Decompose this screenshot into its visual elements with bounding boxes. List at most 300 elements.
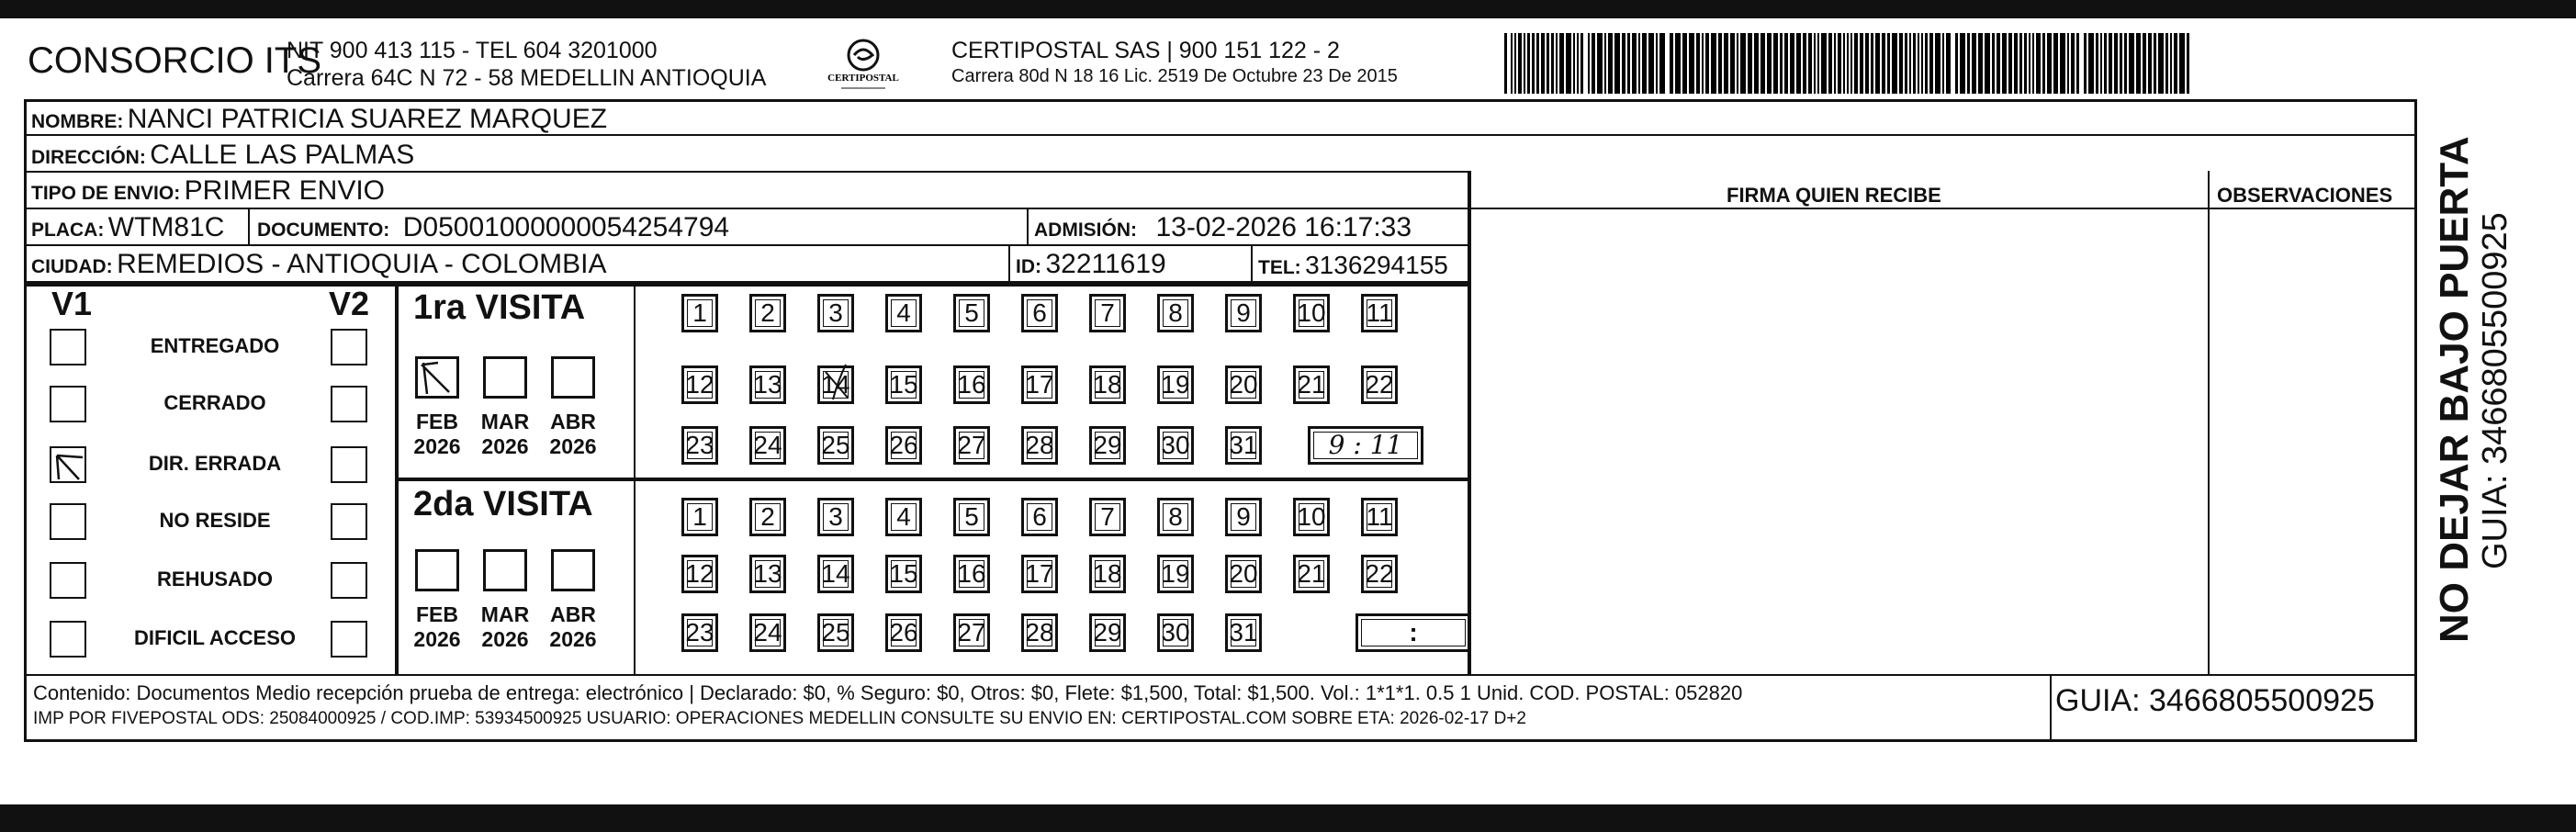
barcode-bar <box>1705 33 1709 94</box>
visit1-day-box[interactable] <box>749 426 786 465</box>
status-label: DIR. ERRADA <box>148 452 282 475</box>
visit2-day-box[interactable] <box>1089 498 1126 536</box>
visit2-day-box[interactable] <box>1089 555 1126 593</box>
row-divider <box>24 208 2417 209</box>
barcode-bar <box>1580 33 1583 94</box>
visit2-day-box[interactable] <box>885 613 922 652</box>
visit1-day-box[interactable] <box>1361 365 1398 404</box>
footer-print-info: IMP POR FIVEPOSTAL ODS: 25084000925 / COD.IMP: 53934500925 USUARIO: OPERACIONES MEDELLIN CONSULTE SU ENVIO EN: CERTIPOSTAL.COM SOBRE ETA: 2026-02-17 D+2 <box>33 709 1526 728</box>
barcode-bar <box>1773 33 1778 94</box>
barcode-bar <box>1972 33 1976 94</box>
day-number: 3 <box>828 298 843 327</box>
barcode-bar <box>1865 33 1869 94</box>
month-name: FEB <box>416 602 458 626</box>
barcode-bar <box>1834 33 1836 94</box>
visit1-day-box[interactable] <box>681 426 718 465</box>
barcode-bar <box>1718 33 1722 94</box>
visit1-day-box[interactable] <box>1089 365 1126 404</box>
nit-line: NIT 900 413 115 - TEL 604 3201000 <box>287 38 658 63</box>
barcode-bar <box>1942 33 1944 94</box>
barcode-bar <box>1967 33 1970 94</box>
barcode-bar <box>1504 33 1507 94</box>
barcode-bar <box>1817 33 1819 94</box>
visit2-day-box[interactable] <box>1089 613 1126 652</box>
v1-checkbox[interactable] <box>50 446 86 483</box>
barcode-bar <box>1760 33 1765 94</box>
visit2-day-box[interactable] <box>953 613 990 652</box>
company-address: Carrera 64C N 72 - 58 MEDELLIN ANTIOQUIA <box>287 65 767 91</box>
v1-checkbox[interactable] <box>50 562 86 599</box>
visit2-day-box[interactable] <box>749 498 786 536</box>
barcode-bar <box>2060 33 2065 94</box>
barcode-bar <box>1524 33 1525 94</box>
visit1-day-box[interactable] <box>681 294 718 332</box>
barcode-bar <box>2047 33 2052 94</box>
visit1-day-box[interactable] <box>1089 294 1126 332</box>
day-number: 6 <box>1032 298 1047 327</box>
visit2-day-box[interactable] <box>1021 498 1058 536</box>
day-number: 16 <box>957 370 986 399</box>
day-number: 8 <box>1168 502 1183 531</box>
barcode-bar <box>1547 33 1549 94</box>
barcode-bar <box>1985 33 1990 94</box>
visit2-day-box[interactable] <box>681 555 718 593</box>
day-number: 20 <box>1229 370 1258 399</box>
barcode-bar <box>1730 33 1735 94</box>
barcode-bar <box>1559 33 1564 94</box>
firma-column-left-border <box>1468 171 1471 674</box>
barcode-bar <box>1696 33 1700 94</box>
day-number: 12 <box>685 370 714 399</box>
barcode-bar <box>2174 33 2177 94</box>
day-number: 23 <box>685 431 714 459</box>
day-number: 7 <box>1100 298 1115 327</box>
visit2-day-box[interactable] <box>885 498 922 536</box>
barcode-bar <box>2002 33 2007 94</box>
visit1-day-box[interactable] <box>1157 294 1194 332</box>
visit1-day-box[interactable] <box>749 294 786 332</box>
footer-contents: Contenido: Documentos Medio recepción prueba de entrega: electrónico | Declarado: $0, % Seguro: $0, Otros: $0, Flete: $1,500, Total: $1,500. Vol.: 1*1*1. 0.5 1 Unid. COD. POSTAL: 052820 <box>33 681 1743 704</box>
day-number: 19 <box>1161 370 1190 399</box>
day-number: 18 <box>1093 559 1122 588</box>
row-divider <box>24 171 1469 173</box>
barcode-bar <box>2100 33 2102 94</box>
barcode-bar <box>1803 33 1806 94</box>
barcode-bar <box>1748 33 1752 94</box>
visit2-day-box[interactable] <box>681 498 718 536</box>
visit2-day-box[interactable] <box>953 555 990 593</box>
day-number: 31 <box>1229 618 1258 646</box>
certipostal-logo <box>827 33 900 97</box>
check-mark-icon <box>820 363 857 403</box>
visit2-day-box[interactable] <box>1361 555 1398 593</box>
barcode-bar <box>1656 33 1658 94</box>
v2-checkbox[interactable] <box>331 386 367 422</box>
svg-text:CERTIPOSTAL: CERTIPOSTAL <box>827 73 899 84</box>
day-number: 23 <box>685 618 714 646</box>
barcode-bar <box>1929 33 1933 94</box>
barcode-bar <box>1724 33 1728 94</box>
visit1-day-box[interactable] <box>1225 426 1262 465</box>
ciudad-label: CIUDAD: <box>31 256 113 277</box>
visit2-month-label <box>544 602 602 652</box>
ciudad-field <box>31 249 607 280</box>
day-number: 30 <box>1161 431 1190 459</box>
day-number: 6 <box>1032 502 1047 531</box>
visit1-day-box[interactable] <box>953 294 990 332</box>
visit2-month-checkbox[interactable] <box>551 549 595 591</box>
visit2-day-box[interactable] <box>817 498 854 536</box>
visit2-time-text: : <box>1409 618 1418 646</box>
v1-checkbox[interactable] <box>50 503 86 540</box>
v2-checkbox[interactable] <box>331 562 367 599</box>
barcode-bar <box>2143 33 2146 94</box>
check-mark-icon <box>51 448 88 485</box>
day-number: 8 <box>1168 298 1183 327</box>
id-field <box>1016 249 1166 280</box>
day-number: 26 <box>889 618 918 646</box>
visit1-day-box[interactable] <box>1361 294 1398 332</box>
day-number: 17 <box>1025 370 1054 399</box>
tipo-envio-label: TIPO DE ENVIO: <box>31 183 181 204</box>
barcode-bar <box>1918 33 1919 94</box>
visit2-day-box[interactable] <box>1021 555 1058 593</box>
visit2-day-box[interactable] <box>1157 613 1194 652</box>
visit2-time-box[interactable] <box>1355 613 1471 652</box>
admision-label: ADMISIÓN: <box>1034 219 1137 241</box>
visit1-day-box[interactable] <box>1089 426 1126 465</box>
day-number: 5 <box>964 502 979 531</box>
barcode-bar <box>1527 33 1530 94</box>
visit2-month-checkbox[interactable] <box>415 549 459 591</box>
visit2-title: 2da VISITA <box>413 485 593 523</box>
documento-field <box>257 212 729 243</box>
barcode-bar <box>1838 33 1841 94</box>
visit1-day-box[interactable] <box>1021 426 1058 465</box>
cell-divider <box>248 208 250 244</box>
day-number: 28 <box>1025 431 1054 459</box>
v1-checkbox[interactable] <box>50 621 86 658</box>
placa-value: WTM81C <box>107 212 225 242</box>
barcode-bar <box>1946 33 1951 94</box>
v1-checkbox[interactable] <box>50 386 86 422</box>
visit1-month-label <box>408 410 467 459</box>
day-number: 31 <box>1229 431 1258 459</box>
visit1-month-checkbox[interactable] <box>415 356 459 399</box>
direccion-field <box>31 140 414 171</box>
v2-checkbox[interactable] <box>331 503 367 540</box>
carrier-line: CERTIPOSTAL SAS | 900 151 122 - 2 <box>951 38 1340 63</box>
status-label: REHUSADO <box>157 568 273 590</box>
barcode-bar <box>1632 33 1637 94</box>
day-number: 13 <box>753 370 782 399</box>
visit1-day-box[interactable] <box>817 426 854 465</box>
barcode-bar <box>1854 33 1858 94</box>
day-number: 30 <box>1161 618 1190 646</box>
barcode-bar <box>2032 33 2034 94</box>
day-number: 29 <box>1093 618 1122 646</box>
day-number: 10 <box>1297 502 1326 531</box>
visit1-month-label <box>544 410 602 459</box>
tipo-envio-value: PRIMER ENVIO <box>184 175 386 206</box>
visit2-day-box[interactable] <box>1157 498 1194 536</box>
visit1-time-text: 9 : 11 <box>1328 430 1403 460</box>
nombre-field <box>31 104 607 135</box>
month-year: 2026 <box>413 434 461 458</box>
barcode-bar <box>1642 33 1647 94</box>
month-divider <box>634 283 636 676</box>
visit2-day-box[interactable] <box>817 613 854 652</box>
barcode-bar <box>2024 33 2027 94</box>
barcode-bar <box>1689 33 1694 94</box>
ciudad-value: REMEDIOS - ANTIOQUIA - COLOMBIA <box>117 249 607 279</box>
barcode-bar <box>1808 33 1812 94</box>
barcode-bar <box>1821 33 1827 94</box>
visit2-day-box[interactable] <box>1225 555 1262 593</box>
day-number: 27 <box>957 618 986 646</box>
barcode-bar <box>1711 33 1716 94</box>
day-number: 18 <box>1093 370 1122 399</box>
day-number: 19 <box>1161 559 1190 588</box>
visit1-day-box[interactable] <box>953 365 990 404</box>
guia-divider <box>2050 674 2052 740</box>
visit2-day-box[interactable] <box>817 555 854 593</box>
day-number: 2 <box>760 298 775 327</box>
visit1-day-box[interactable] <box>1021 294 1058 332</box>
day-number: 25 <box>821 618 850 646</box>
barcode-bar <box>1638 33 1640 94</box>
day-number: 4 <box>896 502 911 531</box>
barcode-bar <box>1573 33 1575 94</box>
top-black-band <box>0 0 2576 18</box>
barcode-bar <box>1925 33 1928 94</box>
visit1-day-box[interactable] <box>1293 294 1330 332</box>
carrier-address: Carrera 80d N 18 16 Lic. 2519 De Octubre 23 De 2015 <box>951 66 1398 86</box>
visit1-day-box[interactable] <box>681 365 718 404</box>
barcode-bar <box>2124 33 2127 94</box>
barcode-bar <box>1960 33 1965 94</box>
day-number: 21 <box>1297 559 1326 588</box>
observaciones-column-left-border <box>2208 171 2210 674</box>
barcode-bar <box>2120 33 2122 94</box>
barcode-bar <box>1899 33 1903 94</box>
barcode-bar <box>2187 33 2189 94</box>
day-number: 24 <box>753 618 782 646</box>
barcode-bar <box>2165 33 2168 94</box>
visit1-day-box[interactable] <box>1157 365 1194 404</box>
barcode-bar <box>2104 33 2107 94</box>
barcode-bar <box>1566 33 1571 94</box>
month-year: 2026 <box>549 627 597 651</box>
grid-bottom <box>24 674 1469 676</box>
visit1-day-box[interactable] <box>817 365 854 404</box>
visit2-month-label <box>408 602 467 652</box>
visit2-day-box[interactable] <box>1157 555 1194 593</box>
barcode-bar <box>1935 33 1940 94</box>
v1-checkbox[interactable] <box>50 329 86 365</box>
day-number: 11 <box>1366 298 1393 327</box>
visit1-day-box[interactable] <box>885 365 922 404</box>
barcode-bar <box>2019 33 2022 94</box>
barcode-bar <box>1843 33 1845 94</box>
visit-divider <box>395 478 1469 481</box>
visit2-day-box[interactable] <box>1021 613 1058 652</box>
day-number: 5 <box>964 298 979 327</box>
barcode-bar <box>1892 33 1897 94</box>
day-number: 20 <box>1229 559 1258 588</box>
visit2-day-box[interactable] <box>681 613 718 652</box>
tel-label: TEL: <box>1258 257 1301 278</box>
visit1-day-box[interactable] <box>885 426 922 465</box>
cell-divider <box>1251 244 1253 281</box>
day-number: 12 <box>685 559 714 588</box>
barcode-bar <box>1784 33 1788 94</box>
barcode-bar <box>1780 33 1783 94</box>
barcode-bar <box>1754 33 1759 94</box>
day-number: 15 <box>889 370 918 399</box>
visit1-day-box[interactable] <box>1157 426 1194 465</box>
barcode-bar <box>2154 33 2156 94</box>
barcode-bar <box>1814 33 1816 94</box>
visit2-day-box[interactable] <box>1293 555 1330 593</box>
barcode-bar <box>1675 33 1681 94</box>
visit1-month-label <box>476 410 534 459</box>
barcode-bar <box>1597 33 1603 94</box>
status-label: NO RESIDE <box>159 509 271 532</box>
barcode-bar <box>1551 33 1554 94</box>
visit2-day-box[interactable] <box>1225 498 1262 536</box>
barcode-bar <box>2179 33 2185 94</box>
barcode-bar <box>2029 33 2030 94</box>
barcode-bar <box>1682 33 1687 94</box>
visit2-month-checkbox[interactable] <box>483 549 527 591</box>
month-name: FEB <box>416 410 458 433</box>
direccion-label: DIRECCIÓN: <box>31 147 146 168</box>
day-number: 15 <box>889 559 918 588</box>
barcode-bar <box>1518 33 1522 94</box>
month-year: 2026 <box>481 627 529 651</box>
status-label: ENTREGADO <box>150 334 280 357</box>
barcode-bar <box>1875 33 1880 94</box>
day-number: 11 <box>1366 502 1393 531</box>
barcode-bar <box>1997 33 2000 94</box>
day-number: 3 <box>828 502 843 531</box>
visit2-day-box[interactable] <box>1293 498 1330 536</box>
tel-value: 3136294155 <box>1305 251 1448 279</box>
barcode-bar <box>1847 33 1849 94</box>
barcode-bar <box>1992 33 1995 94</box>
day-number: 27 <box>957 431 986 459</box>
visit2-day-box[interactable] <box>953 498 990 536</box>
barcode-bar <box>1905 33 1907 94</box>
day-number: 16 <box>957 559 986 588</box>
barcode-bar <box>1909 33 1911 94</box>
barcode <box>1504 33 2195 94</box>
visit1-day-box[interactable] <box>1225 365 1262 404</box>
documento-label: DOCUMENTO: <box>257 219 390 241</box>
barcode-bar <box>1556 33 1558 94</box>
month-name: MAR <box>480 410 530 433</box>
barcode-bar <box>2114 33 2118 94</box>
observaciones-column-header: OBSERVACIONES <box>2217 184 2393 207</box>
barcode-bar <box>1592 33 1595 94</box>
visit2-month-label <box>476 602 534 652</box>
barcode-bar <box>1604 33 1606 94</box>
month-year: 2026 <box>413 627 461 651</box>
barcode-bar <box>1614 33 1620 94</box>
placa-field <box>31 212 224 243</box>
barcode-bar <box>1740 33 1746 94</box>
visit1-day-box[interactable] <box>1021 365 1058 404</box>
visit2-day-box[interactable] <box>749 555 786 593</box>
visit2-day-box[interactable] <box>1225 613 1262 652</box>
barcode-bar <box>2008 33 2012 94</box>
barcode-bar <box>1514 33 1516 94</box>
visit1-month-checkbox[interactable] <box>483 356 527 399</box>
tipo-envio-field <box>31 175 385 207</box>
barcode-bar <box>1860 33 1863 94</box>
day-number: 2 <box>760 502 775 531</box>
footer-guia: GUIA: 3466805500925 <box>2055 683 2375 718</box>
barcode-bar <box>1767 33 1772 94</box>
visit2-day-box[interactable] <box>1361 498 1398 536</box>
nombre-label: NOMBRE: <box>31 111 124 132</box>
barcode-bar <box>1659 33 1665 94</box>
barcode-bar <box>1541 33 1545 94</box>
barcode-bar <box>2014 33 2018 94</box>
barcode-bar <box>1536 33 1539 94</box>
barcode-bar <box>1955 33 1958 94</box>
day-number: 25 <box>821 431 850 459</box>
day-number: 14 <box>821 370 850 399</box>
barcode-bar <box>1622 33 1625 94</box>
barcode-bar <box>1871 33 1873 94</box>
visit1-day-box[interactable] <box>1225 294 1262 332</box>
visit1-title: 1ra VISITA <box>413 288 586 327</box>
barcode-bar <box>2071 33 2075 94</box>
month-year: 2026 <box>549 434 597 458</box>
visit1-day-box[interactable] <box>885 294 922 332</box>
month-name: ABR <box>550 410 596 433</box>
v2-checkbox[interactable] <box>331 621 367 658</box>
visit1-day-box[interactable] <box>749 365 786 404</box>
barcode-bar <box>1627 33 1630 94</box>
v2-checkbox[interactable] <box>331 446 367 483</box>
barcode-bar <box>1670 33 1673 94</box>
visit1-month-checkbox[interactable] <box>551 356 595 399</box>
barcode-bar <box>1588 33 1590 94</box>
barcode-bar <box>2067 33 2069 94</box>
barcode-bar <box>2148 33 2152 94</box>
admision-value: 13-02-2026 16:17:33 <box>1155 212 1412 242</box>
visit2-day-box[interactable] <box>749 613 786 652</box>
day-number: 1 <box>692 502 707 531</box>
v2-checkbox[interactable] <box>331 329 367 365</box>
visit1-day-box[interactable] <box>1293 365 1330 404</box>
barcode-bar <box>1921 33 1923 94</box>
barcode-bar <box>1577 33 1579 94</box>
month-name: ABR <box>550 602 596 626</box>
day-number: 21 <box>1297 370 1326 399</box>
visit1-day-box[interactable] <box>953 426 990 465</box>
visit1-time-box[interactable] <box>1308 426 1423 465</box>
day-number: 17 <box>1025 559 1054 588</box>
barcode-bar <box>1978 33 1983 94</box>
day-number: 10 <box>1297 298 1326 327</box>
visit1-day-box[interactable] <box>817 294 854 332</box>
barcode-bar <box>2158 33 2164 94</box>
visit2-day-box[interactable] <box>885 555 922 593</box>
